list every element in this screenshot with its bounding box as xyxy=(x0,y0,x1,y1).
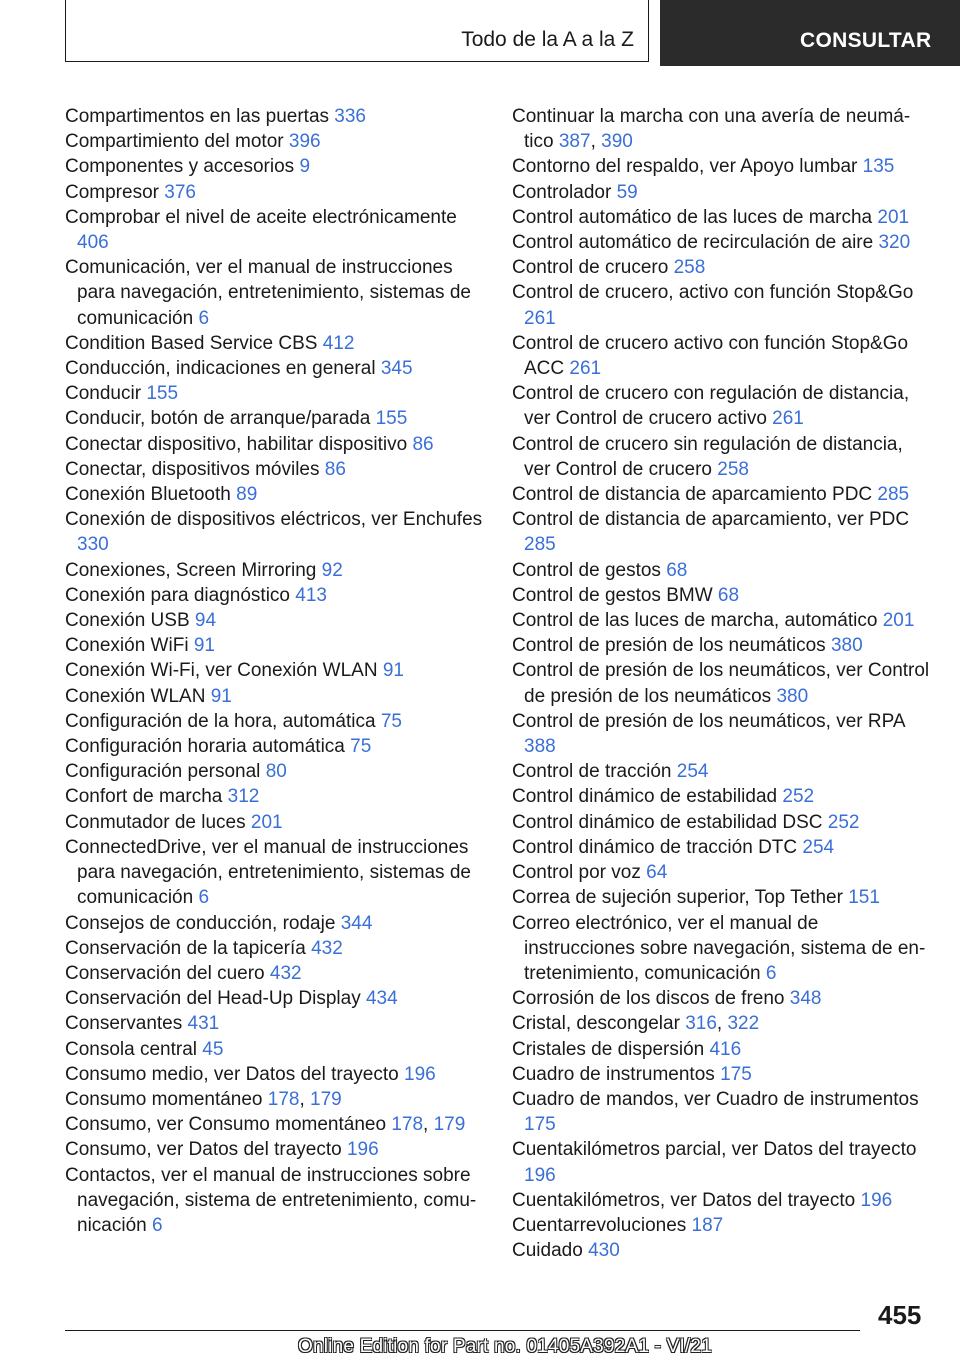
index-entry xyxy=(512,1087,932,1137)
index-entry xyxy=(512,507,932,557)
index-entry-term: Control de gestos xyxy=(512,559,667,581)
index-entry-term: Conexión Wi-Fi, ver Conexión WLAN xyxy=(65,660,383,682)
index-entry-term: Conectar, dispositivos móviles xyxy=(65,458,325,480)
page-link[interactable]: 175 xyxy=(524,1114,556,1136)
index-entry xyxy=(512,558,932,583)
index-entry xyxy=(65,507,485,557)
index-entry xyxy=(512,1011,932,1036)
index-entry xyxy=(512,608,932,633)
index-entry xyxy=(65,1062,485,1087)
page-link[interactable]: 68 xyxy=(717,584,740,606)
index-entry xyxy=(65,1087,485,1112)
index-entry xyxy=(65,961,485,986)
page-separator: , xyxy=(590,131,602,153)
header-section-box xyxy=(65,0,649,62)
page-link[interactable]: 196 xyxy=(524,1164,556,1186)
index-entry xyxy=(65,432,485,457)
index-entry xyxy=(512,104,932,154)
page-link[interactable]: 344 xyxy=(340,912,373,934)
index-entry-term: Control por voz xyxy=(512,862,647,884)
page-link[interactable]: 91 xyxy=(382,660,404,682)
page-link[interactable]: 261 xyxy=(569,358,602,380)
index-entry-term: Control dinámico de tracción DTC xyxy=(512,836,803,858)
page-link[interactable]: 75 xyxy=(380,710,402,732)
index-entry-term: Control de distancia de aparcamiento, ver PDC xyxy=(512,509,910,531)
index-entry xyxy=(65,709,485,734)
page-link[interactable]: 196 xyxy=(404,1063,436,1085)
page-link[interactable]: 387 xyxy=(558,131,591,153)
index-entry-term: Corrosión de los discos de freno xyxy=(512,988,790,1010)
page-link[interactable]: 45 xyxy=(202,1038,224,1060)
page-link[interactable]: 6 xyxy=(198,887,210,909)
index-entry xyxy=(65,759,485,784)
index-entry-term: Control de crucero, activo con función Stop&Go xyxy=(512,282,914,304)
index-entry-term: Conexiones, Screen Mirroring xyxy=(65,559,322,581)
page-link[interactable]: 64 xyxy=(646,862,668,884)
page-link[interactable]: 345 xyxy=(380,358,413,380)
page-link[interactable]: 396 xyxy=(288,131,321,153)
page-link[interactable]: 6 xyxy=(198,307,210,329)
index-entry xyxy=(65,1112,485,1137)
index-entry xyxy=(65,734,485,759)
page-link[interactable]: 330 xyxy=(77,534,109,556)
index-entry-term: Correa de sujeción superior, Top Tether xyxy=(512,887,849,909)
index-entry xyxy=(65,482,485,507)
index-entry xyxy=(65,381,485,406)
index-entry-term: Compresor xyxy=(65,181,165,203)
index-entry xyxy=(65,936,485,961)
header-tab[interactable]: CONSULTAR xyxy=(660,0,960,66)
footer-divider xyxy=(65,1330,860,1331)
index-entry-term: Configuración personal xyxy=(65,761,266,783)
index-entry xyxy=(512,885,932,910)
index-entry xyxy=(512,1213,932,1238)
page-link[interactable]: 75 xyxy=(350,736,372,758)
page-link[interactable]: 179 xyxy=(433,1114,466,1136)
index-entry xyxy=(65,1011,485,1036)
index-entry xyxy=(512,911,932,987)
index-entry-term: Control de distancia de aparcamiento PDC xyxy=(512,484,878,506)
page-link[interactable]: 348 xyxy=(789,988,822,1010)
index-entry xyxy=(65,1137,485,1162)
page-link[interactable]: 416 xyxy=(709,1038,742,1060)
page-link[interactable]: 178 xyxy=(267,1088,300,1110)
page-link[interactable]: 320 xyxy=(878,232,911,254)
index-entry xyxy=(65,154,485,179)
index-entry xyxy=(512,583,932,608)
page-link[interactable]: 258 xyxy=(717,458,749,480)
index-entry xyxy=(512,154,932,179)
page-link[interactable]: 201 xyxy=(882,610,915,632)
index-entry xyxy=(65,180,485,205)
page-link[interactable]: 434 xyxy=(365,988,398,1010)
index-entry xyxy=(65,608,485,633)
index-entry-term: Control de crucero sin regulación de distancia, ver Control de crucero xyxy=(512,433,903,480)
page-separator: , xyxy=(716,1013,728,1035)
index-entry-term: Conexión USB xyxy=(65,610,195,632)
index-entry-term: Conservación del Head-Up Display xyxy=(65,988,366,1010)
index-entry xyxy=(512,860,932,885)
index-entry xyxy=(512,759,932,784)
page-link[interactable]: 86 xyxy=(324,458,346,480)
index-entry-term: Conservación del cuero xyxy=(65,962,270,984)
index-entry-term: Conexión de dispositivos eléctricos, ver Enchufes xyxy=(65,509,483,531)
index-entry-term: Cuadro de mandos, ver Cuadro de instrumentos xyxy=(512,1088,919,1110)
page-link[interactable]: 252 xyxy=(827,811,860,833)
index-entry xyxy=(512,482,932,507)
index-entry-term: Control de las luces de marcha, automático xyxy=(512,610,883,632)
index-entry-term: Consola central xyxy=(65,1038,203,1060)
index-entry xyxy=(512,633,932,658)
page-link[interactable]: 86 xyxy=(412,433,434,455)
page-link[interactable]: 6 xyxy=(152,1214,163,1236)
index-entry xyxy=(512,230,932,255)
index-entry xyxy=(65,810,485,835)
page-link[interactable]: 187 xyxy=(691,1214,724,1236)
page-link[interactable]: 94 xyxy=(194,610,217,632)
index-entry-term: Compartimiento del motor xyxy=(65,131,289,153)
page-link[interactable]: 59 xyxy=(616,181,638,203)
index-entry xyxy=(65,104,485,129)
index-entry xyxy=(512,1037,932,1062)
index-entry-term: Conexión WiFi xyxy=(65,635,194,657)
index-column-right xyxy=(512,104,932,1263)
index-entry-term: Componentes y accesorios xyxy=(65,156,300,178)
index-entry-term: Cristales de dispersión xyxy=(512,1038,710,1060)
page-link[interactable]: 376 xyxy=(164,181,196,203)
index-entry xyxy=(512,810,932,835)
index-entry xyxy=(65,986,485,1011)
page-link[interactable]: 155 xyxy=(375,408,408,430)
index-entry-term: Conducir xyxy=(65,383,147,405)
index-entry xyxy=(65,356,485,381)
index-entry xyxy=(65,255,485,331)
index-entry xyxy=(65,633,485,658)
page-link[interactable]: 261 xyxy=(524,307,556,329)
index-entry-term: Conducción, indicaciones en general xyxy=(65,358,381,380)
index-entry-term: Consejos de conducción, rodaje xyxy=(65,912,341,934)
index-entry xyxy=(65,129,485,154)
page-link[interactable]: 254 xyxy=(802,836,835,858)
index-entry-term: Continuar la marcha con una avería de neumático xyxy=(512,106,911,153)
page-link[interactable]: 285 xyxy=(877,484,910,506)
index-entry-term: Comunicación, ver el manual de instrucciones para navegación, entretenimiento, sistemas de comunicación xyxy=(65,257,471,329)
index-entry-term: Control de tracción xyxy=(512,761,677,783)
index-entry-term: Configuración de la hora, automática xyxy=(65,710,381,732)
index-entry-term: Controlador xyxy=(512,181,617,203)
index-entry-term: Comprobar el nivel de aceite electrónicamente xyxy=(65,206,457,228)
page-link[interactable]: 175 xyxy=(720,1063,752,1085)
index-entry xyxy=(65,205,485,255)
index-entry-term: Cuentarrevoluciones xyxy=(512,1214,692,1236)
page-link[interactable]: 89 xyxy=(236,484,258,506)
index-entry-term: Consumo, ver Consumo momentáneo xyxy=(65,1114,392,1136)
index-entry xyxy=(512,1238,932,1263)
page-link[interactable]: 68 xyxy=(666,559,688,581)
index-entry-term: Contorno del respaldo, ver Apoyo lumbar xyxy=(512,156,863,178)
index-entry-term: Consumo medio, ver Datos del trayecto xyxy=(65,1063,404,1085)
index-entry-term: Control dinámico de estabilidad xyxy=(512,786,783,808)
index-entry xyxy=(65,1037,485,1062)
index-entry xyxy=(65,406,485,431)
index-entry-term: Control de presión de los neumáticos, ver Control de presión de los neumáticos xyxy=(512,660,930,707)
page-link[interactable]: 80 xyxy=(265,761,287,783)
index-entry-term: Configuración horaria automática xyxy=(65,736,351,758)
index-entry-term: Control automático de recirculación de aire xyxy=(512,232,879,254)
index-entry-term: Conexión para diagnóstico xyxy=(65,584,296,606)
index-entry xyxy=(512,1062,932,1087)
page-link[interactable]: 196 xyxy=(346,1139,379,1161)
page-link[interactable]: 432 xyxy=(311,937,343,959)
page-link[interactable]: 432 xyxy=(269,962,302,984)
index-entry-term: Control de crucero xyxy=(512,257,674,279)
index-entry xyxy=(65,911,485,936)
index-entry-term: Conducir, botón de arranque/parada xyxy=(65,408,376,430)
page-link[interactable]: 91 xyxy=(193,635,215,657)
page-link[interactable]: 178 xyxy=(391,1114,424,1136)
index-entry xyxy=(65,331,485,356)
index-entry-term: Conectar dispositivo, habilitar dispositivo xyxy=(65,433,413,455)
index-entry-term: Control de gestos BMW xyxy=(512,584,718,606)
index-entry xyxy=(512,180,932,205)
index-entry-term: Confort de marcha xyxy=(65,786,228,808)
index-entry xyxy=(65,457,485,482)
index-entry-term: Contactos, ver el manual de instrucciones sobre navegación, sistema de entretenimiento, comunicación xyxy=(65,1164,477,1236)
page-link[interactable]: 322 xyxy=(727,1013,760,1035)
page-link[interactable]: 258 xyxy=(673,257,706,279)
index-entry xyxy=(512,658,932,708)
index-entry xyxy=(65,784,485,809)
footer-edition-text: Online Edition for Part no. 01405A392A1 - VI/21 xyxy=(298,1336,712,1357)
index-entry-term: Condition Based Service CBS xyxy=(65,332,323,354)
page-link[interactable]: 412 xyxy=(322,332,355,354)
index-entry xyxy=(512,381,932,431)
page-link[interactable]: 155 xyxy=(146,383,179,405)
page-link[interactable]: 201 xyxy=(250,811,283,833)
index-entry xyxy=(512,255,932,280)
page-link[interactable]: 380 xyxy=(830,635,863,657)
index-entry xyxy=(65,658,485,683)
index-entry-term: Control de crucero activo con función Stop&Go ACC xyxy=(512,332,909,380)
page-link[interactable]: 390 xyxy=(601,131,633,153)
index-entry xyxy=(512,1188,932,1213)
page-link[interactable]: 9 xyxy=(299,156,311,178)
index-entry xyxy=(512,280,932,330)
header-section-label: Todo de la A a la Z xyxy=(461,28,634,51)
index-entry-term: ConnectedDrive, ver el manual de instrucciones para navegación, entretenimiento, sistemas de comunicación xyxy=(65,836,471,909)
page-link[interactable]: 6 xyxy=(765,962,777,984)
page-link[interactable]: 254 xyxy=(676,761,709,783)
index-entry xyxy=(65,583,485,608)
page-link[interactable]: 196 xyxy=(860,1189,893,1211)
index-entry xyxy=(512,331,932,381)
index-entry xyxy=(512,1137,932,1187)
index-entry-term: Compartimentos en las puertas xyxy=(65,106,335,127)
page-link[interactable]: 406 xyxy=(77,232,109,254)
page-link[interactable]: 201 xyxy=(877,206,910,228)
index-entry xyxy=(512,709,932,759)
index-entry xyxy=(65,835,485,911)
index-entry xyxy=(512,784,932,809)
page-link[interactable]: 261 xyxy=(772,408,804,430)
page-link[interactable]: 252 xyxy=(782,786,815,808)
index-entry-term: Conmutador de luces xyxy=(65,811,251,833)
index-entry xyxy=(512,835,932,860)
index-entry-term: Control de presión de los neumáticos xyxy=(512,635,831,657)
page-separator: , xyxy=(299,1088,311,1110)
page-link[interactable]: 336 xyxy=(334,106,366,127)
index-entry-term: Control de crucero con regulación de distancia, ver Control de crucero activo xyxy=(512,383,910,430)
index-entry-term: Cristal, descongelar xyxy=(512,1013,686,1035)
page-separator: , xyxy=(423,1114,434,1136)
index-entry-term: Conservantes xyxy=(65,1013,188,1035)
index-entry-term: Correo electrónico, ver el manual de instrucciones sobre navegación, sistema de entretenimiento, comunicación xyxy=(512,912,926,984)
index-entry-term: Consumo momentáneo xyxy=(65,1088,268,1110)
page-link[interactable]: 388 xyxy=(524,736,556,758)
index-entry-term: Control automático de las luces de marcha xyxy=(512,206,878,228)
page-link[interactable]: 380 xyxy=(776,685,809,707)
page-link[interactable]: 135 xyxy=(862,156,895,178)
index-entry-term: Cuadro de instrumentos xyxy=(512,1063,721,1085)
index-column-left xyxy=(65,104,485,1238)
page-number: 455 xyxy=(878,1300,922,1330)
index-entry xyxy=(65,1163,485,1239)
index-entry-term: Conservación de la tapicería xyxy=(65,937,312,959)
index-entry-term: Consumo, ver Datos del trayecto xyxy=(65,1139,347,1161)
index-entry-term: Cuentakilómetros, ver Datos del trayecto xyxy=(512,1189,861,1211)
index-entry xyxy=(65,558,485,583)
page-link[interactable]: 92 xyxy=(321,559,343,581)
page-link[interactable]: 431 xyxy=(187,1013,220,1035)
index-entry-term: Control dinámico de estabilidad DSC xyxy=(512,811,828,833)
index-entry xyxy=(65,684,485,709)
index-entry-term: Conexión Bluetooth xyxy=(65,484,237,506)
index-entry-term: Control de presión de los neumáticos, ver RPA xyxy=(512,710,905,732)
page-link[interactable]: 91 xyxy=(210,685,232,707)
index-entry-term: Conexión WLAN xyxy=(65,685,211,707)
page-link[interactable]: 179 xyxy=(310,1088,342,1110)
page-link[interactable]: 151 xyxy=(848,887,880,909)
index-entry xyxy=(512,986,932,1011)
page-link[interactable]: 316 xyxy=(685,1013,717,1035)
index-entry xyxy=(512,205,932,230)
page-link[interactable]: 430 xyxy=(588,1240,620,1262)
index-entry-term: Cuentakilómetros parcial, ver Datos del trayecto xyxy=(512,1139,917,1161)
index-entry xyxy=(512,432,932,482)
page-link[interactable]: 312 xyxy=(227,786,260,808)
page-link[interactable]: 285 xyxy=(524,534,556,556)
page-link[interactable]: 413 xyxy=(295,584,327,606)
index-entry-term: Cuidado xyxy=(512,1240,589,1262)
